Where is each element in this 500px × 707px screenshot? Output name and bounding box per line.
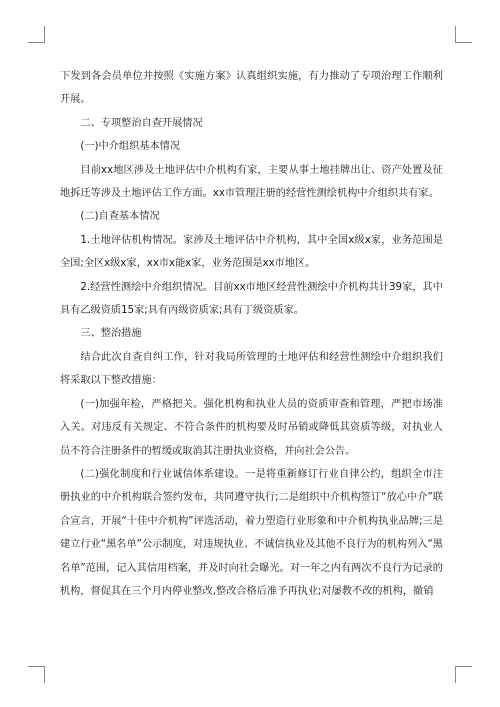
subsection-heading: (二)自查基本情况 [80, 211, 160, 223]
paragraph: 2.经营性测绘中介组织情况。目前xx市地区经营性测绘中介机构共计39家，其中具有乙级资质15家;具有丙级资质家;具有丁级资质家。 [60, 281, 443, 317]
document-body [60, 65, 443, 603]
section-heading: 二、专项整治自查开展情况 [80, 117, 203, 129]
crop-mark-bottom-left [28, 666, 45, 683]
subsection-heading: (一)中介组织基本情况 [80, 141, 181, 153]
paragraph: (二)强化制度和行业诚信体系建设。一是将重新修订行业自律公约，组织全市注册执业的中介机构联合签约发布，共同遵守执行;二是组织中介机构签订“放心中介”联合宣言，开展“十佳中介机构”评选活动，着力塑造行业形象和中介机构执业品牌;三是建立行业“黑名单”公示制度，对违规执业、不诚信执业及其他不良行为的机构列入“黑名单”范围，记入其信用档案，并及时向社会曝光。对一年之内有两次不良行为记录的机构，督促其在三个月内停业整改,整改合格后准予再执业;对屡教不改的机构，撤销 [60, 468, 443, 597]
paragraph: 下发到各会员单位并按照《实施方案》认真组织实施，有力推动了专项治理工作顺利开展。 [60, 71, 443, 106]
crop-mark-top-right [455, 26, 472, 43]
paragraph: 目前xx地区涉及土地评估中介机构有家，主要从事土地挂牌出让、资产处置及征地拆迁等涉及土地评估工作方面。xx市管理注册的经营性测绘机构中介组织共有家。 [60, 164, 443, 200]
crop-mark-bottom-right [455, 666, 472, 683]
section-heading: 三、整治措施 [80, 328, 142, 340]
crop-mark-top-left [28, 26, 45, 43]
paragraph: (一)加强年检，严格把关。强化机构和执业人员的资质审查和管理，严把市场准入关。对违反有关规定、不符合条件的机构要及时吊销或降低其资质等级，对执业人员不符合注册条件的暂缓或取消其注册执业资格，并向社会公告。 [60, 398, 443, 457]
paragraph: 1.土地评估机构情况。家涉及土地评估中介机构，其中全国x级x家，业务范围是全国;全区x级x家，xx市x能x家，业务范围是xx市地区。 [60, 234, 443, 270]
paragraph: 结合此次自查自纠工作，针对我局所管理的土地评估和经营性测绘中介组织我们将采取以下整改措施： [60, 351, 443, 387]
